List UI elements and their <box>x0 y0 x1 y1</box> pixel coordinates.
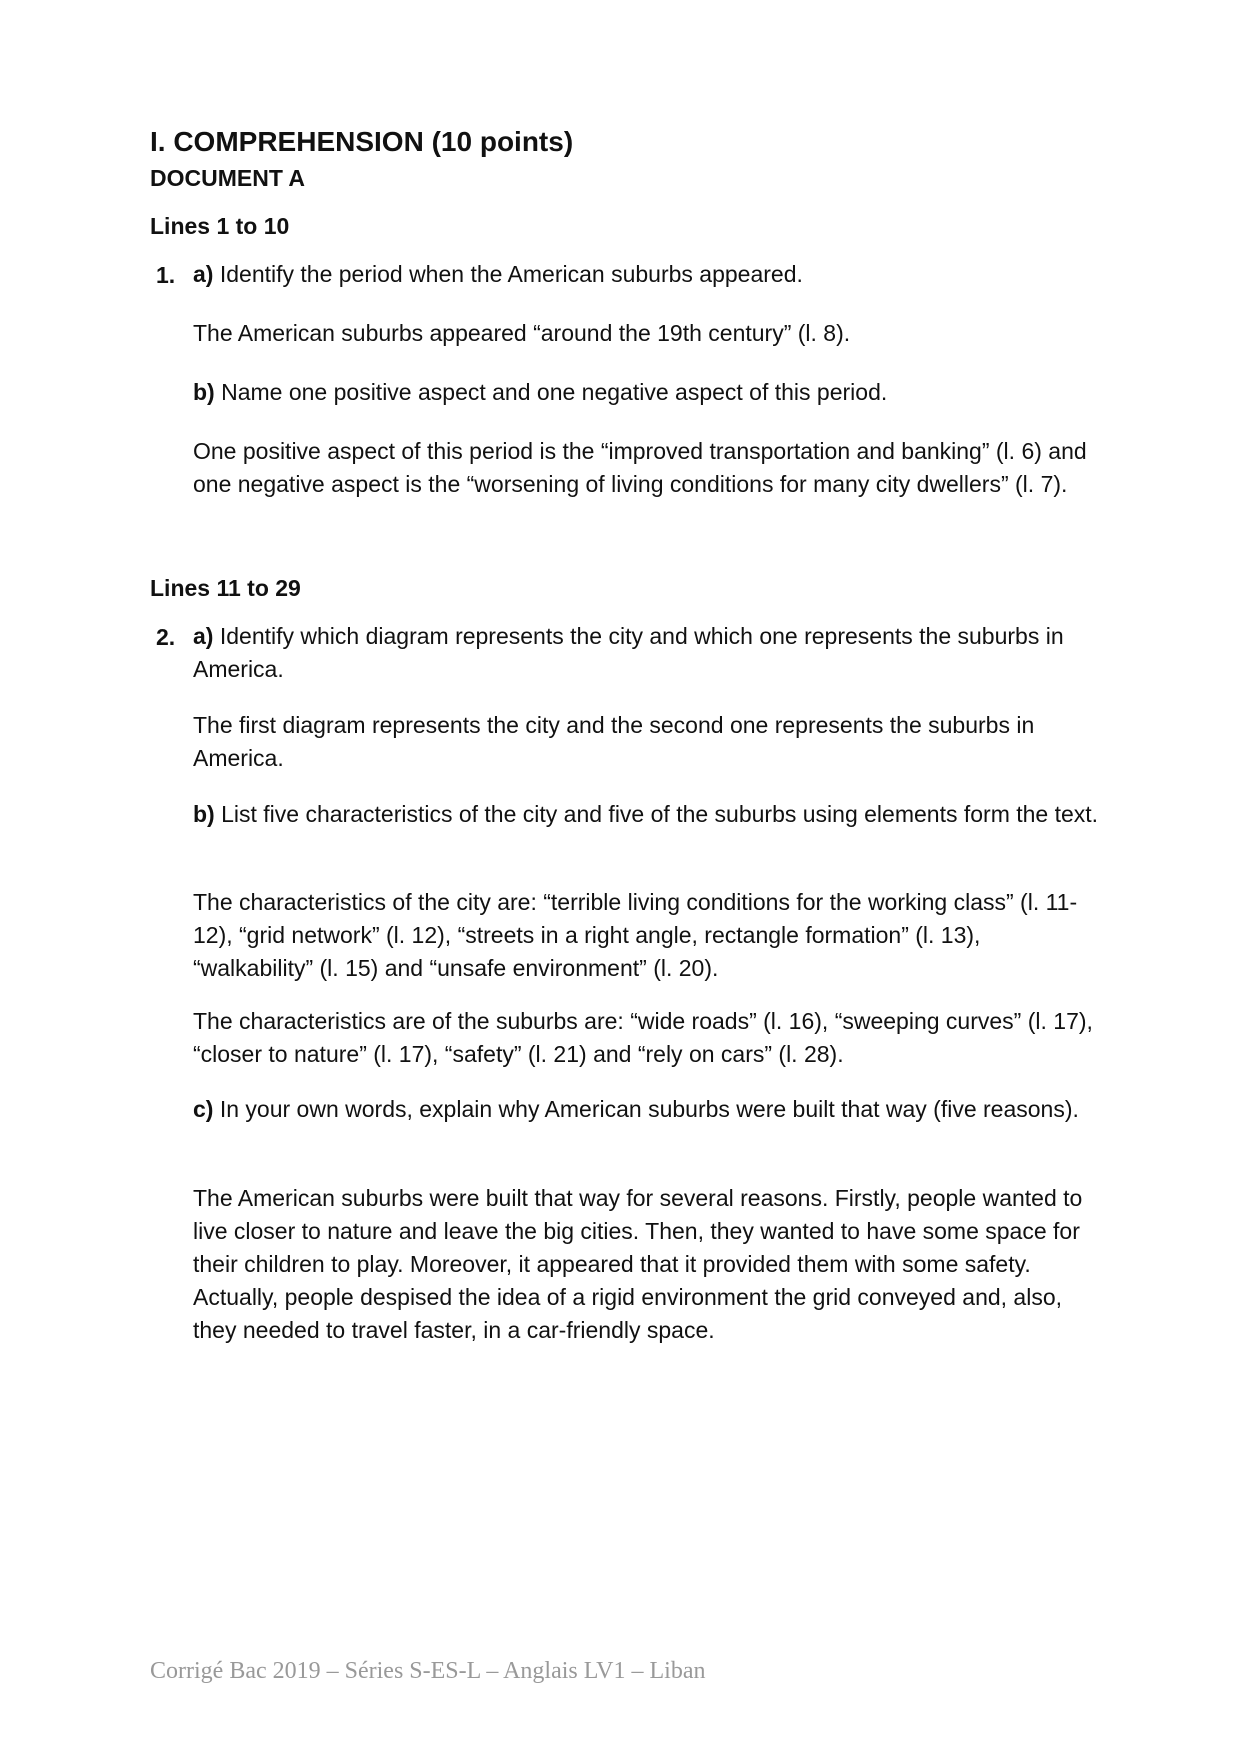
question-1b <box>193 376 1103 409</box>
lines-11-29-heading: Lines 11 to 29 <box>150 575 301 601</box>
question-2-number: 2. <box>156 624 176 650</box>
section-title: I. COMPREHENSION (10 points) <box>150 126 574 157</box>
question-2a <box>193 620 1103 686</box>
question-1a-text: Identify the period when the American suburbs appeared. <box>213 261 803 287</box>
question-2b-label: b) <box>193 801 215 827</box>
question-2c-text: In your own words, explain why American suburbs were built that way (five reasons). <box>213 1096 1079 1122</box>
question-2a-label: a) <box>193 623 214 649</box>
answer-2a: The first diagram represents the city and the second one represents the suburbs in America. <box>193 712 1035 771</box>
question-1a-label: a) <box>193 261 214 287</box>
document-label: DOCUMENT A <box>150 165 306 191</box>
question-2c <box>193 1093 1103 1126</box>
question-2c-label: c) <box>193 1096 214 1122</box>
answer-2c: The American suburbs were built that way for several reasons. Firstly, people wanted to live closer to nature and leave the big cities. Then, they wanted to have some space for their children to play. Moreover, it appeared that it provided them with some safety. Actually, people despised the idea of a rigid environment the grid conveyed and, also, they needed to travel faster, in a car-friendly space. <box>193 1185 1083 1343</box>
answer-1a: The American suburbs appeared “around the 19th century” (l. 8). <box>193 320 851 346</box>
lines-1-10-heading: Lines 1 to 10 <box>150 213 290 239</box>
question-2a-text: Identify which diagram represents the city and which one represents the suburbs in America. <box>193 623 1064 682</box>
question-2b <box>193 798 1103 831</box>
question-1b-text: Name one positive aspect and one negative aspect of this period. <box>214 379 888 405</box>
question-1b-label: b) <box>193 379 215 405</box>
answer-1b: One positive aspect of this period is the “improved transportation and banking” (l. 6) and one negative aspect is the “worsening of living conditions for many city dwellers” (l. 7). <box>193 438 1087 497</box>
question-1a <box>193 258 1103 291</box>
question-1-number: 1. <box>156 262 176 288</box>
answer-2b-city: The characteristics of the city are: “terrible living conditions for the working class” (l. 11-12), “grid network” (l. 12), “streets in a right angle, rectangle formation” (l. 13), “walkability” (l. 15) and “unsafe environment” (l. 20). <box>193 889 1078 981</box>
question-2b-text: List five characteristics of the city and five of the suburbs using elements form the text. <box>214 801 1099 827</box>
answer-2b-suburbs: The characteristics are of the suburbs are: “wide roads” (l. 16), “sweeping curves” (l. 17), “closer to nature” (l. 17), “safety” (l. 21) and “rely on cars” (l. 28). <box>193 1008 1093 1067</box>
page-footer: Corrigé Bac 2019 – Séries S-ES-L – Anglais LV1 – Liban <box>150 1658 706 1684</box>
